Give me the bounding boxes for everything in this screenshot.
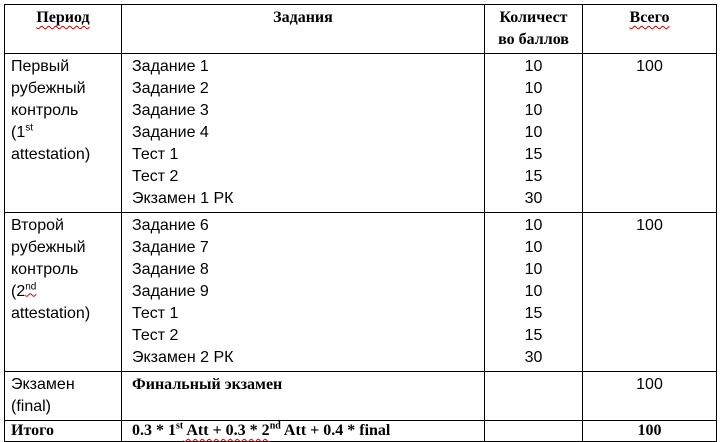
final-row bbox=[5, 372, 717, 421]
block2-tasks bbox=[122, 213, 485, 372]
task-item: Тест 1 bbox=[132, 146, 179, 163]
grading-table-document bbox=[4, 4, 716, 442]
header-points-line2: во баллов bbox=[498, 31, 569, 48]
summary-points bbox=[485, 421, 583, 442]
task-item: Задание 7 bbox=[132, 239, 209, 256]
block2-points bbox=[485, 213, 583, 372]
task-item: Экзамен 1 РК bbox=[132, 190, 234, 207]
points-value: 10 bbox=[524, 261, 543, 278]
task-item: Задание 8 bbox=[132, 261, 209, 278]
task-item: Задание 2 bbox=[132, 80, 209, 97]
points-value: 15 bbox=[524, 168, 543, 185]
points-value: 10 bbox=[524, 124, 543, 141]
task-item: Задание 9 bbox=[132, 283, 209, 300]
block1-period: Первый рубежный контроль (1st attestation) bbox=[5, 54, 122, 213]
block1-total: 100 bbox=[583, 54, 717, 213]
summary-total: 100 bbox=[583, 421, 717, 442]
points-value: 15 bbox=[524, 146, 543, 163]
task-item: Задание 1 bbox=[132, 58, 209, 75]
block2-period: Второй рубежный контроль (2nd attestation) bbox=[5, 213, 122, 372]
points-value: 15 bbox=[524, 327, 543, 344]
block1-row bbox=[5, 54, 717, 213]
points-value: 10 bbox=[524, 102, 543, 119]
points-value: 10 bbox=[524, 283, 543, 300]
final-total: 100 bbox=[583, 372, 717, 421]
block2-row bbox=[5, 213, 717, 372]
header-period: Период bbox=[5, 5, 122, 54]
task-item: Задание 4 bbox=[132, 124, 209, 141]
final-points bbox=[485, 372, 583, 421]
points-value: 15 bbox=[524, 305, 543, 322]
summary-formula: 0.3 * 1st Att + 0.3 * 2nd Att + 0.4 * final bbox=[122, 421, 485, 442]
summary-row bbox=[5, 421, 717, 442]
points-value: 30 bbox=[524, 190, 543, 207]
header-tasks: Задания bbox=[122, 5, 485, 54]
task-item: Задание 6 bbox=[132, 217, 209, 234]
summary-label: Итого bbox=[5, 421, 122, 442]
grading-table bbox=[4, 4, 717, 442]
block2-total: 100 bbox=[583, 213, 717, 372]
task-item: Тест 2 bbox=[132, 168, 179, 185]
final-period: Экзамен (final) bbox=[5, 372, 122, 421]
points-value: 10 bbox=[524, 58, 543, 75]
task-item: Экзамен 2 РК bbox=[132, 349, 234, 366]
block1-tasks bbox=[122, 54, 485, 213]
block1-points bbox=[485, 54, 583, 213]
points-value: 10 bbox=[524, 239, 543, 256]
header-points bbox=[485, 5, 583, 54]
header-points-line1: Количест bbox=[499, 9, 568, 26]
task-item: Тест 1 bbox=[132, 305, 179, 322]
task-item: Задание 3 bbox=[132, 102, 209, 119]
header-row bbox=[5, 5, 717, 54]
final-task: Финальный экзамен bbox=[122, 372, 485, 421]
points-value: 10 bbox=[524, 217, 543, 234]
header-total: Всего bbox=[583, 5, 717, 54]
task-item: Тест 2 bbox=[132, 327, 179, 344]
points-value: 30 bbox=[524, 349, 543, 366]
points-value: 10 bbox=[524, 80, 543, 97]
